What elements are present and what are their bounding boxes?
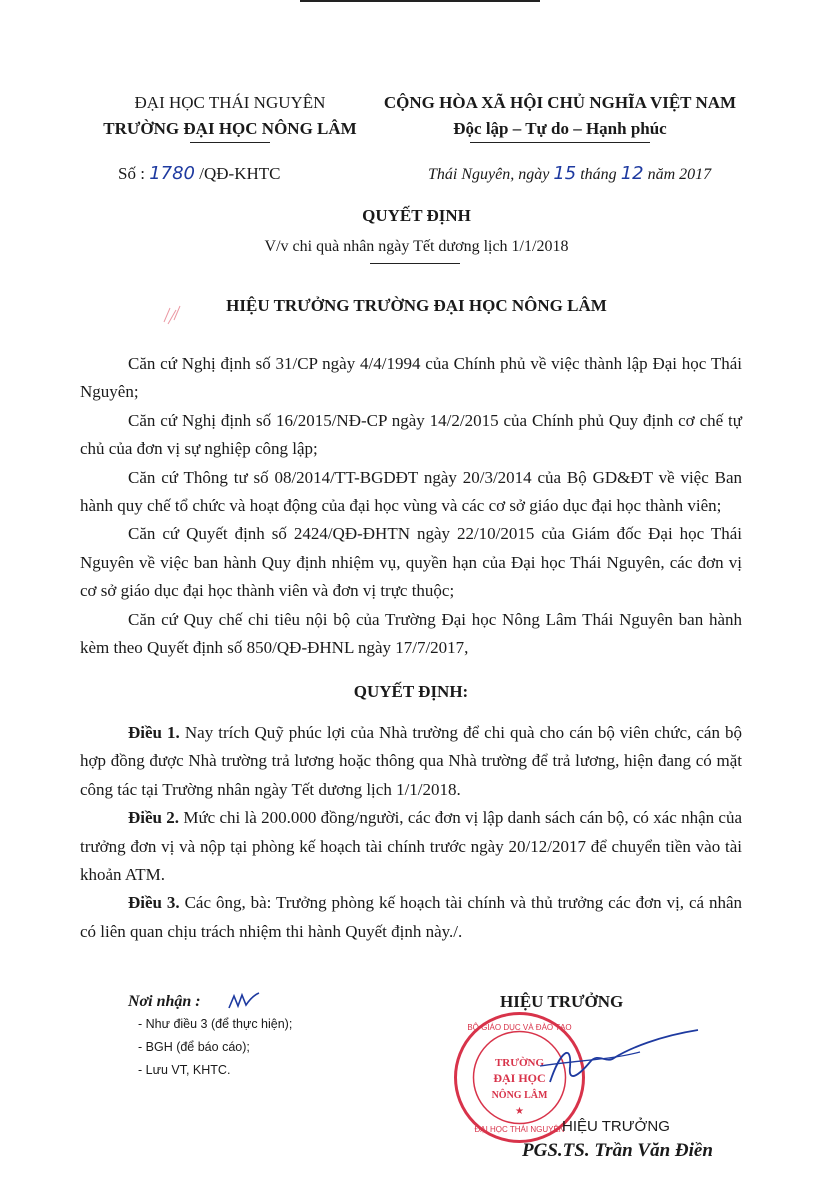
document-body [80,350,742,946]
organization-name: TRƯỜNG ĐẠI HỌC NÔNG LÂM [103,119,357,138]
article [80,889,742,946]
number-suffix: /QĐ-KHTC [199,164,281,183]
motto-underline [470,142,650,143]
article [80,804,742,889]
subject-underline [370,263,460,264]
country-name: CỘNG HÒA XÃ HỘI CHỦ NGHĨA VIỆT NAM [383,93,737,112]
article-text: Mức chi là 200.000 đồng/người, các đơn vị lập danh sách cán bộ, có xác nhận của trưởng đơn vị và nộp tại phòng kế hoạch tài chính trước ngày 20/12/2017 để chuyển tiền vào tài khoản ATM. [80,808,743,884]
legal-basis: Căn cứ Quy chế chi tiêu nội bộ của Trường Đại học Nông Lâm Thái Nguyên ban hành kèm theo Quyết định số 850/QĐ-ĐHNL ngày 17/7/2017, [80,609,742,658]
article-text: Nay trích Quỹ phúc lợi của Nhà trường để chi quà cho cán bộ viên chức, cán bộ hợp đồng được Nhà trường trả lương hoặc thông qua Nhà trường để trả lương, hiện đang có mặt công tác tại Trường nhân ngày Tết dương lịch 1/1/2018. [80,722,742,799]
recipient-item: - Như điều 3 (để thực hiện); [138,1017,293,1031]
scan-top-edge [300,0,540,2]
recipients-label: Nơi nhận : [128,993,201,1010]
number-handwritten: 1780 [149,163,195,184]
article-text: Các ông, bà: Trưởng phòng kế hoạch tài chính và thủ trưởng các đơn vị, cá nhân có liên quan chịu trách nhiệm thi hành Quyết định này./. [80,893,743,941]
date-place: Thái Nguyên, ngày [428,166,550,183]
legal-basis: Căn cứ Nghị định số 31/CP ngày 4/4/1994 của Chính phủ về việc thành lập Đại học Thái Nguyên; [80,354,742,402]
signature-subtitle: HIỆU TRƯỞNG [562,1118,670,1135]
initial-mark-icon [226,990,262,1014]
document-subject: V/v chi quà nhân ngày Tết dương lịch 1/1/2018 [264,238,569,255]
date-month-handwritten: 12 [620,163,644,184]
legal-basis: Căn cứ Thông tư số 08/2014/TT-BGDĐT ngày 20/3/2014 của Bộ GD&ĐT về việc Ban hành quy chế tổ chức và hoạt động của đại học vùng và các cơ sở giáo dục đại học thành viên; [80,467,742,516]
number-prefix: Số : [118,164,145,183]
issuer-block [95,90,365,143]
signature-title: HIỆU TRƯỞNG [500,992,624,1011]
svg-text:ĐẠI HỌC: ĐẠI HỌC [493,1071,546,1085]
document-number [118,163,280,184]
date-month-label: tháng [580,166,617,183]
svg-text:★: ★ [515,1106,524,1117]
legal-basis: Căn cứ Nghị định số 16/2015/NĐ-CP ngày 14/2/2015 của Chính phủ Quy định cơ chế tự chủ của đơn vị sự nghiệp công lập; [80,410,742,459]
handwritten-signature-icon [520,1022,710,1102]
article-label: Điều 2. [128,808,180,828]
issuer-underline [190,142,270,143]
recipient-item: - Lưu VT, KHTC. [138,1063,231,1077]
svg-text:TRƯỜNG: TRƯỜNG [494,1057,545,1069]
article [80,719,742,804]
issue-date [428,163,711,184]
article-label: Điều 1. [128,722,180,742]
svg-text:ĐẠI HỌC THÁI NGUYÊN: ĐẠI HỌC THÁI NGUYÊN [474,1125,565,1134]
date-year: năm 2017 [647,166,712,183]
signer-name: PGS.TS. Trần Văn Điền [522,1140,713,1161]
national-heading [360,90,760,143]
national-motto: Độc lập – Tự do – Hạnh phúc [453,119,667,138]
article-label: Điều 3. [128,893,180,913]
legal-basis: Căn cứ Quyết định số 2424/QĐ-ĐHTN ngày 22/10/2015 của Giám đốc Đại học Thái Nguyên về việc ban hành Quy định nhiệm vụ, quyền hạn của Đại học Thái Nguyên, các đơn vị cơ sở giáo dục đại học thành viên và đơn vị trực thuộc; [80,524,742,601]
date-day-handwritten: 15 [553,163,577,184]
svg-text:BỘ GIÁO DỤC VÀ ĐÀO TẠO: BỘ GIÁO DỤC VÀ ĐÀO TẠO [467,1023,572,1032]
svg-text:NÔNG LÂM: NÔNG LÂM [491,1090,548,1101]
decides-heading: QUYẾT ĐỊNH: [353,682,469,702]
recipients-block [128,990,292,1082]
document-title: QUYẾT ĐỊNH [362,206,471,225]
parent-organization: ĐẠI HỌC THÁI NGUYÊN [134,93,326,112]
issuing-authority: HIỆU TRƯỞNG TRƯỜNG ĐẠI HỌC NÔNG LÂM [226,296,607,315]
recipient-item: - BGH (để báo cáo); [138,1040,250,1054]
